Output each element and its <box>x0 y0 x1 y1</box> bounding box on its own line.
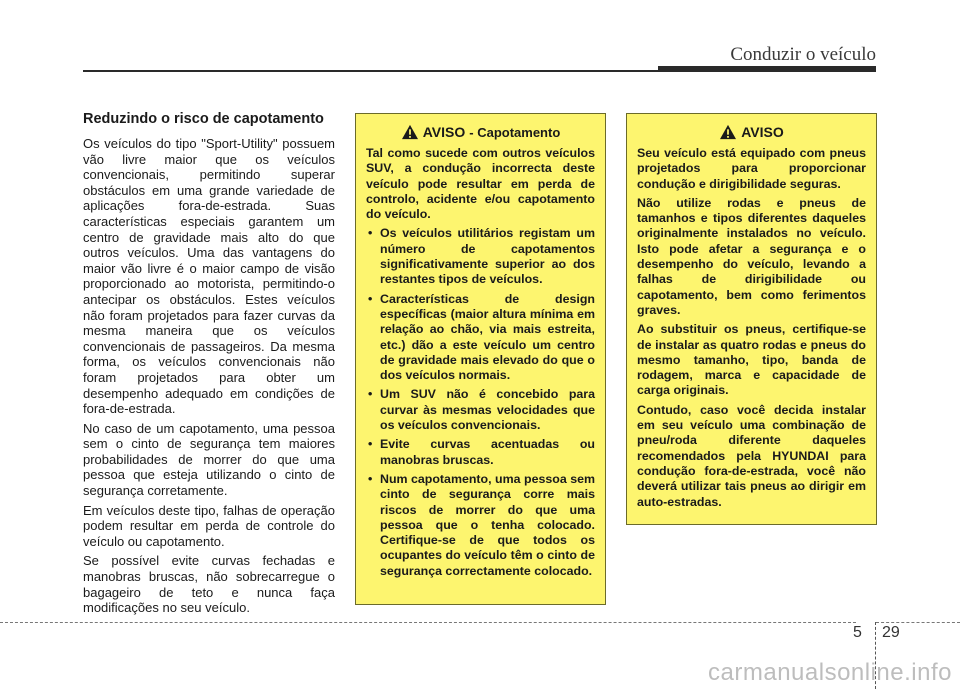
list-item: • Um SUV não é concebido para curvar às mesmas velocidades que os veículos convencionais. <box>366 387 595 433</box>
rollover-section <box>83 111 335 620</box>
list-item: • Características de design específicas (maior altura mínima em relação ao chão, via mais estreita, etc.) dão a este veículo um centro de gravidade mais elevado do que o dos veículos normais. <box>366 292 595 384</box>
footer-rule <box>876 622 960 623</box>
warning-subtitle: - Capotamento <box>469 124 561 140</box>
paragraph: Seu veículo está equipado com pneus projetados para proporcionar condução e dirigibilidade seguras. <box>637 146 866 191</box>
paragraph: Em veículos deste tipo, falhas de operação podem resultar em perda de controle do veículo ou capotamento. <box>83 502 335 549</box>
warning-box-tires <box>626 113 877 525</box>
watermark: carmanualsonline.info <box>708 659 952 686</box>
warning-triangle-icon <box>719 124 737 140</box>
list-item: • Evite curvas acentuadas ou manobras bruscas. <box>366 437 595 468</box>
section-heading: Reduzindo o risco de capotamento <box>83 111 324 127</box>
page-number: 29 <box>882 624 900 641</box>
warning-triangle-icon <box>401 124 419 140</box>
section-title: Conduzir o veículo <box>730 44 876 65</box>
warning-title <box>637 124 866 140</box>
warning-intro: Tal como sucede com outros veículos SUV, a condução incorrecta deste veículo pode resultar em perda de controlo, acidente e/ou capotamento do veículo. <box>366 146 595 222</box>
paragraph: Se possível evite curvas fechadas e manobras bruscas, não sobrecarregue o bagageiro de teto e nunca faça modificações no seu veículo. <box>83 553 335 616</box>
footer-rule <box>0 622 856 623</box>
chapter-number: 5 <box>853 624 862 641</box>
warning-label: AVISO <box>741 124 784 140</box>
paragraph: Contudo, caso você decida instalar em seu veículo uma combinação de pneu/roda diferente daqueles recomendados pela HYUNDAI para condução fora-de-estrada, você não deverá utilizar tais pneus ao dirigir em auto-estradas. <box>637 402 866 509</box>
paragraph: Ao substituir os pneus, certifique-se de instalar as quatro rodas e pneus do mesmo tamanho, tipo, banda de rodagem, marca e capacidade de carga originais. <box>637 322 866 398</box>
header-rule <box>83 70 658 72</box>
warning-list <box>366 226 595 579</box>
list-item: • Num capotamento, uma pessoa sem cinto de segurança corre mais riscos de morrer do que uma pessoa que o tenha colocado. Certifique-se de que todos os ocupantes do veículo têm o cinto de segurança correctamente colocado. <box>366 472 595 579</box>
header-bar <box>658 66 876 72</box>
warning-label: AVISO <box>422 124 466 140</box>
paragraph: Não utilize rodas e pneus de tamanhos e tipos diferentes daqueles originalmente instalados no veículo. Isto pode afetar a segurança e o desempenho do veículo, levando a falhas de dirigibilidade ou capotamento, bem como ferimentos graves. <box>637 195 866 317</box>
paragraph: No caso de um capotamento, uma pessoa sem o cinto de segurança tem maiores probabilidades de morrer do que uma pessoa que esteja utilizando o cinto de segurança corretamente. <box>83 420 335 499</box>
paragraph: Os veículos do tipo "Sport-Utility" possuem vão livre maior que os veículos convencionais, permitindo superar obstáculos em uma grande variedade de aplicações fora-de-estrada. Suas características especiais garantem um centro de gravidade mais alto do que outros veículos. Uma das vantagens do maior vão livre é o maior campo de visão proporcionado ao motorista, permitindo-o antecipar os obstáculos. Estes veículos não foram projetados para fazer curvas da mesma maneira que os veículos convencionais de passageiros. Da mesma forma, os veículos convencionais não foram projetados para obter um desempenho adequado em condições de fora-de-estrada. <box>83 136 335 417</box>
warning-title <box>366 124 595 140</box>
list-item: • Os veículos utilitários registam um número de capotamentos significativamente superior ao dos restantes tipos de veículos. <box>366 226 595 287</box>
warning-box-rollover <box>355 113 606 605</box>
